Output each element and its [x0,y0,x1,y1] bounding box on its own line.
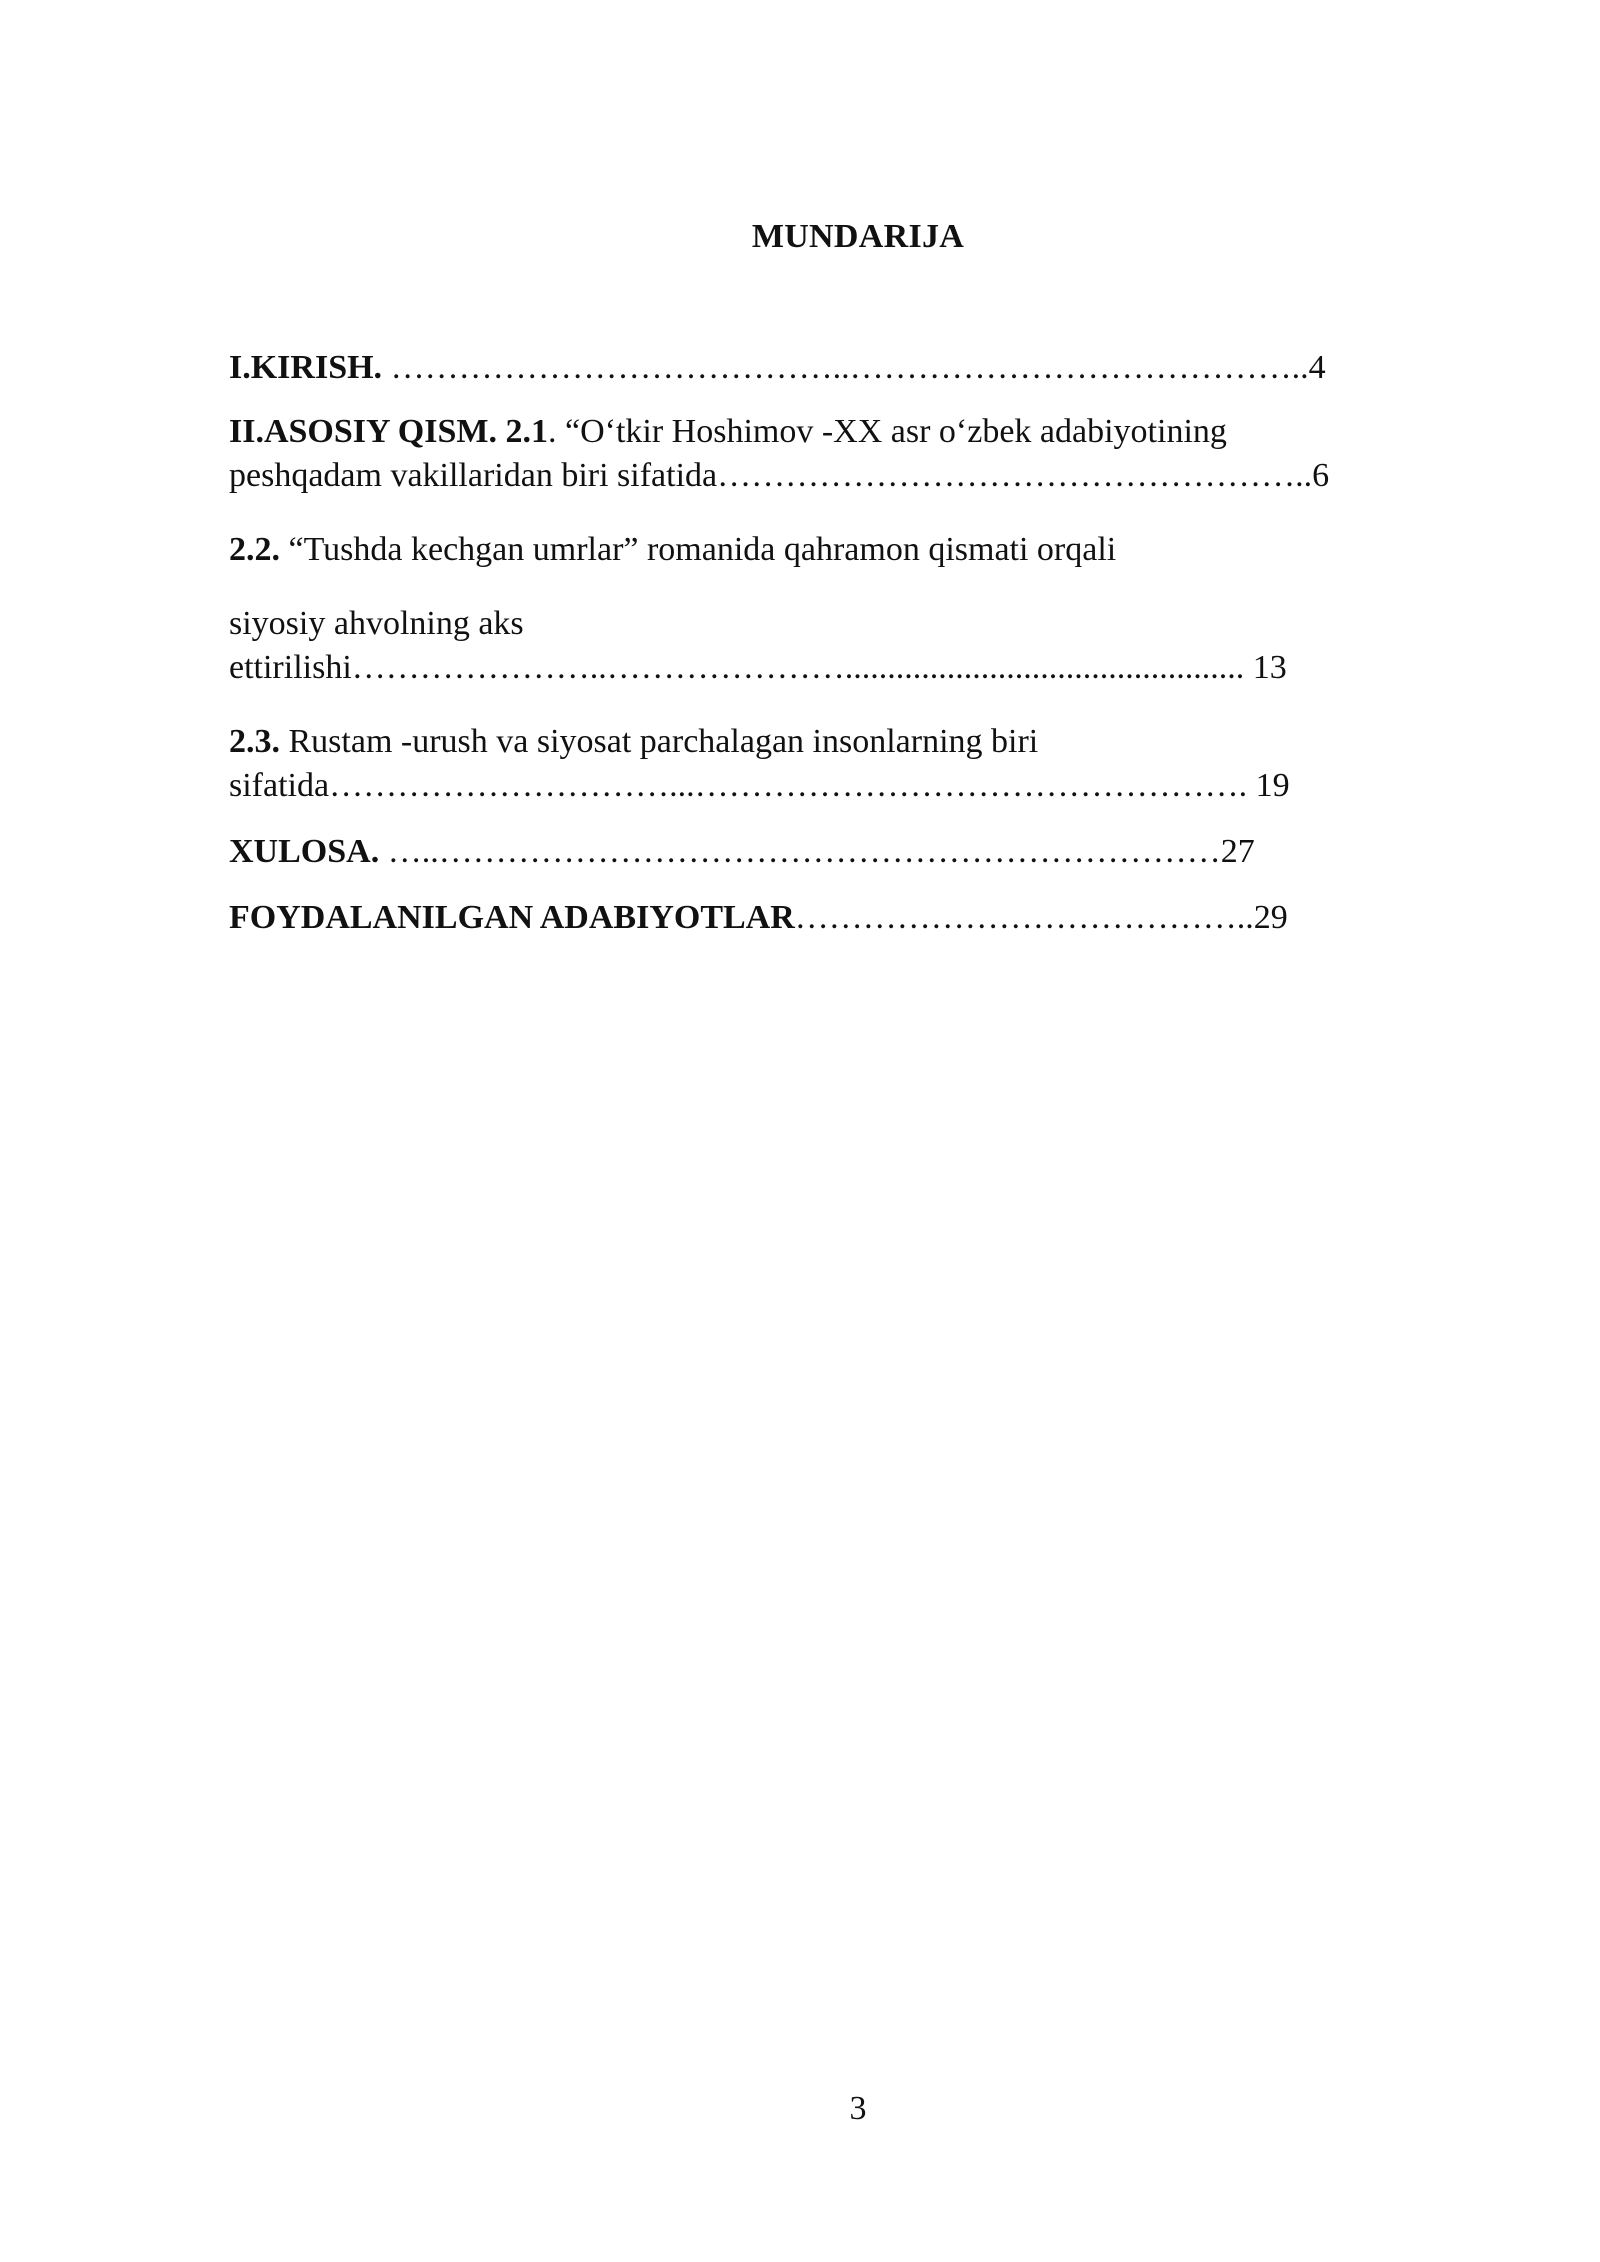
toc-line: sifatida…………………………...…………………………………………. 19 [229,767,1290,804]
toc-line: peshqadam vakillaridan biri sifatida……………………………………………..6 [229,457,1330,494]
toc-line [229,896,1443,940]
toc-leader-dots: …………………………………..29 [794,899,1288,936]
toc-leader-dots: …………………………………..…………………………………..4 [382,349,1326,386]
toc-entry-2-3 [229,720,1443,808]
toc-entry-label: FOYDALANILGAN ADABIYOTLAR [229,899,795,936]
toc-line: siyosiy ahvolning aks [229,605,524,642]
toc-line [229,410,1443,454]
toc-line [229,720,1443,764]
toc-line [229,528,1443,572]
toc-entry-text: “Tushda kechgan umrlar” romanida qahramon qismati orqali [280,531,1117,568]
toc-entry-number: 2.3. [229,723,280,760]
toc-line: ettirilishi…………………..…………………............................................... 13 [229,649,1287,686]
toc-entry-xulosa [229,830,1443,874]
toc-entry-label: XULOSA. [229,833,380,870]
page-number: 3 [849,2090,867,2127]
toc-entry-text: . “O‘tkir Hoshimov -XX asr o‘zbek adabiyotining [547,413,1227,450]
toc-entry-2-2 [229,528,1443,690]
toc-entry-label: II.ASOSIY QISM. 2.1 [229,413,548,450]
toc-entry-label: I.KIRISH. [229,349,383,386]
toc-entry-kirish [229,346,1443,390]
toc-entry-text: Rustam -urush va siyosat parchalagan insonlarning biri [280,723,1039,760]
toc-entry-asosiy-qism [229,410,1443,498]
toc-line [229,346,1443,390]
page-title: MUNDARIJA [751,218,965,255]
toc-line [229,830,1443,874]
table-of-contents [229,346,1443,940]
toc-entry-number: 2.2. [229,531,280,568]
toc-leader-dots: …..……………………………………………………………27 [379,833,1255,870]
toc-entry-foydalanilgan-adabiyotlar [229,896,1443,940]
